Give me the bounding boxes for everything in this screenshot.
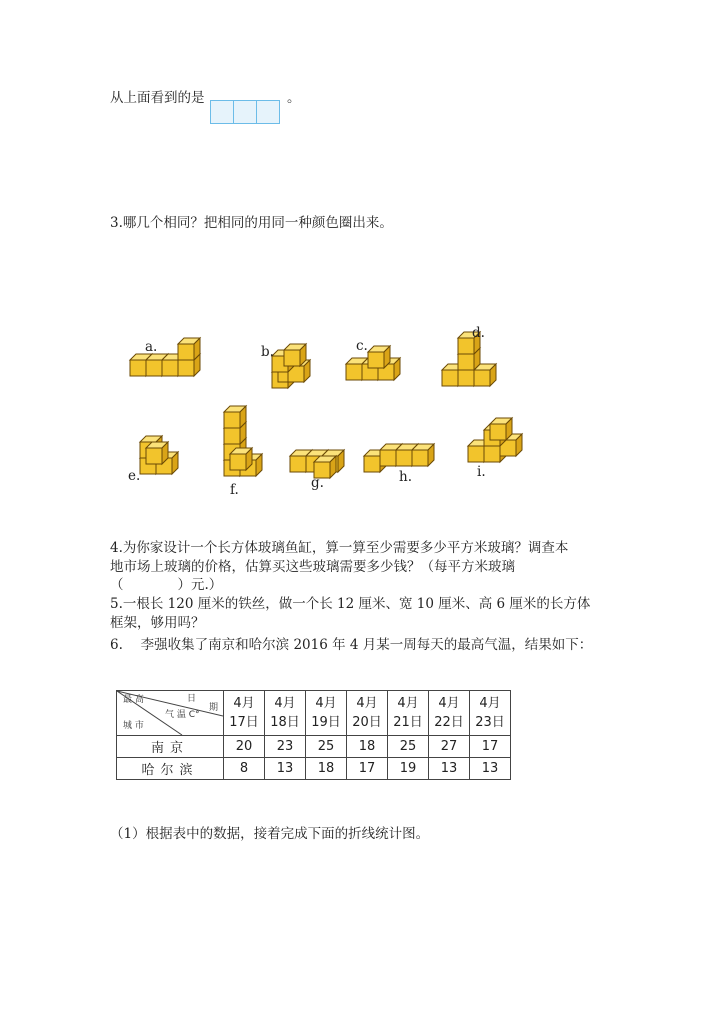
q4-line2: 地市场上玻璃的价格，估算买这些玻璃需要多少钱？（每平方米玻璃 <box>110 559 515 575</box>
temp-cell: 18 <box>306 758 347 780</box>
header-label-right: 期 <box>209 703 219 713</box>
date-cell: 4月 21日 <box>388 691 429 736</box>
figure-e <box>140 436 178 474</box>
date-cell: 4月 22日 <box>429 691 470 736</box>
temp-cell: 25 <box>306 736 347 758</box>
figure-label-c: c. <box>356 338 368 354</box>
q2-prefix: 从上面看到的是 <box>110 90 205 106</box>
temp-cell: 18 <box>347 736 388 758</box>
q6-question: 6. 李强收集了南京和哈尔滨 2016 年 4 月某一周每天的最高气温，结果如下： <box>110 637 593 653</box>
q4-line1: 4.为你家设计一个长方体玻璃鱼缸，算一算至少需要多少平方米玻璃？调查本 <box>110 540 569 556</box>
date-cell: 4月 17日 <box>224 691 265 736</box>
figure-label-h: h. <box>399 469 412 485</box>
temp-cell: 13 <box>470 758 511 780</box>
q6-sub1: （1）根据表中的数据，接着完成下面的折线统计图。 <box>110 826 430 842</box>
temp-cell: 25 <box>388 736 429 758</box>
figure-i <box>468 418 522 462</box>
temp-cell: 13 <box>265 758 306 780</box>
temp-cell: 20 <box>224 736 265 758</box>
figure-label-d: d. <box>472 325 485 341</box>
q2-suffix: 。 <box>287 90 301 106</box>
header-label-mid: 气 温 C° <box>165 710 200 720</box>
temp-cell: 17 <box>470 736 511 758</box>
figure-b <box>272 344 310 388</box>
city-cell: 哈尔滨 <box>117 758 224 780</box>
date-cell: 4月 19日 <box>306 691 347 736</box>
temp-cell: 19 <box>388 758 429 780</box>
q5-line2: 框架，够用吗？ <box>110 615 205 631</box>
header-label-top-right: 日 <box>187 694 197 704</box>
figure-d <box>442 332 496 386</box>
figure-a <box>130 338 200 376</box>
figure-label-f: f. <box>230 482 239 498</box>
temp-cell: 23 <box>265 736 306 758</box>
header-label-top-left: 最 高 <box>123 695 144 705</box>
figure-label-g: g. <box>311 475 324 491</box>
figure-label-e: e. <box>128 468 141 484</box>
header-label-bottom-left: 城 市 <box>123 721 144 731</box>
date-cell: 4月 18日 <box>265 691 306 736</box>
date-cell: 4月 20日 <box>347 691 388 736</box>
figure-c <box>346 346 400 380</box>
date-cell: 4月 23日 <box>470 691 511 736</box>
q3-question: 3.哪几个相同？把相同的用同一种颜色圈出来。 <box>110 215 393 231</box>
temp-cell: 17 <box>347 758 388 780</box>
q4-line3: （ ）元.） <box>110 577 223 593</box>
table-header-row <box>117 691 511 736</box>
table-row-harbin <box>117 758 511 780</box>
diagonal-header-cell <box>117 691 224 736</box>
temperature-table <box>116 690 511 780</box>
table-row-nanjing <box>117 736 511 758</box>
q5-line1: 5.一根长 120 厘米的铁丝，做一个长 12 厘米、宽 10 厘米、高 6 厘米的长方体 <box>110 596 591 612</box>
figure-f <box>224 406 262 476</box>
temp-cell: 27 <box>429 736 470 758</box>
figure-label-a: a. <box>145 339 158 355</box>
city-cell: 南京 <box>117 736 224 758</box>
temp-cell: 8 <box>224 758 265 780</box>
figure-label-b: b. <box>261 344 274 360</box>
figure-label-i: i. <box>477 464 486 480</box>
temp-cell: 13 <box>429 758 470 780</box>
